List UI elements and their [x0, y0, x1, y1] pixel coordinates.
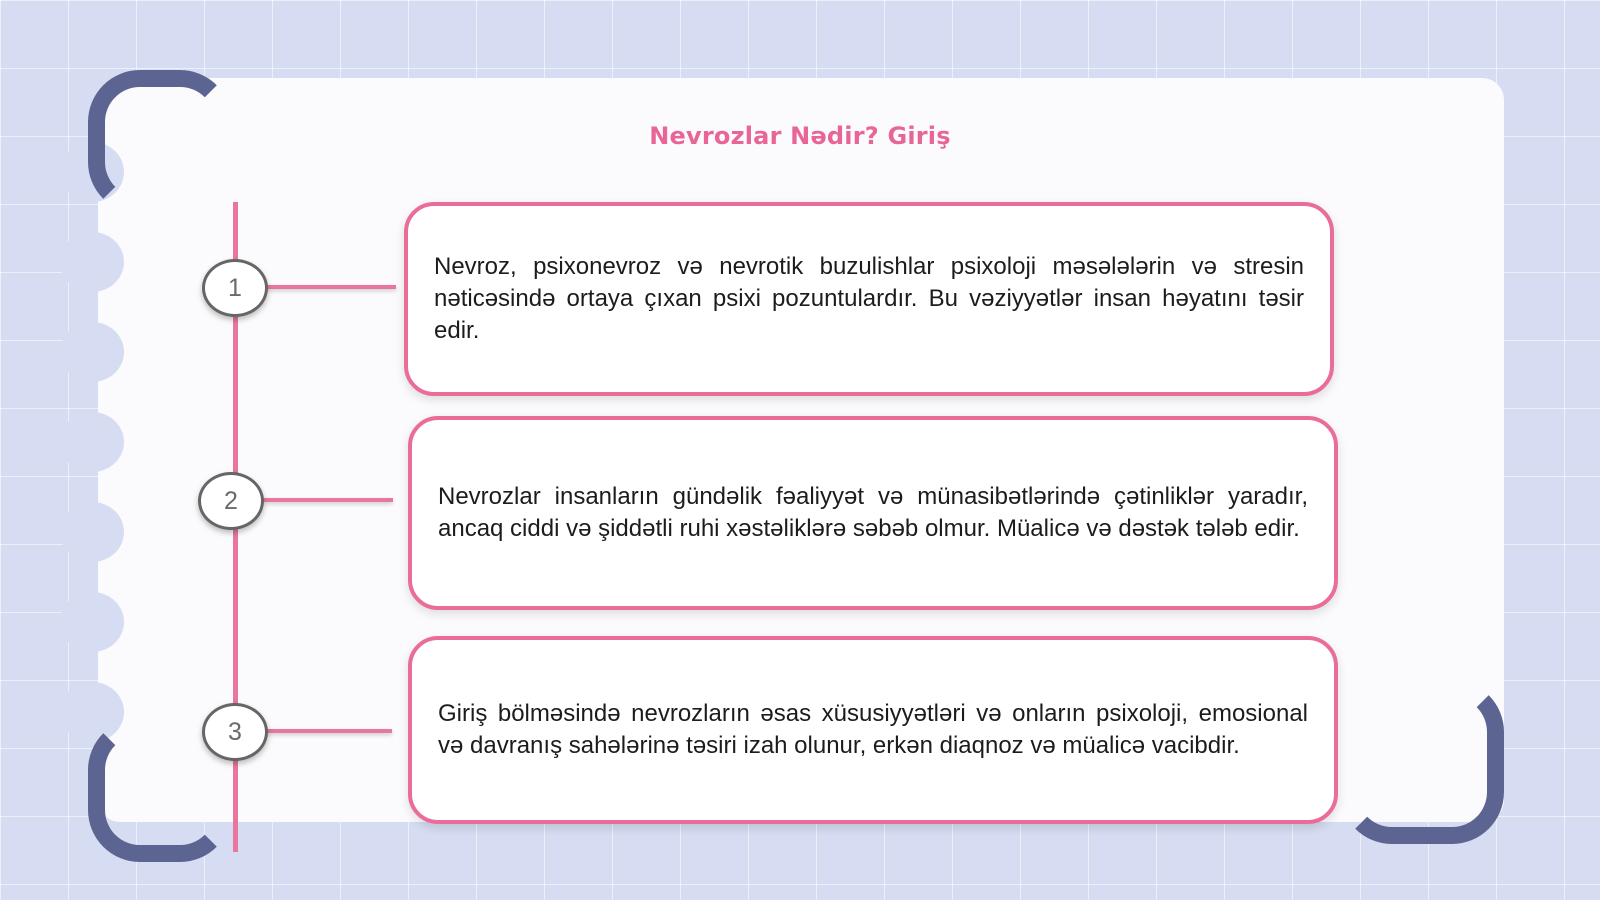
step-number-badge: 3 [202, 703, 268, 761]
slide-title: Nevrozlar Nədir? Giriş [649, 122, 951, 150]
timeline-connector [263, 498, 393, 502]
binder-hole [60, 232, 124, 292]
step-number-badge: 1 [202, 259, 268, 317]
timeline-card [408, 636, 1338, 824]
binder-hole [60, 322, 124, 382]
step-number-badge: 2 [198, 472, 264, 530]
timeline-connector [266, 729, 392, 733]
card-text: Nevroz, psixonevroz və nevrotik buzulishlar psixoloji məsələlərin və stresin nəticəsində ortaya çıxan psixi pozuntulardır. Bu vəziyyətlər insan həyatını təsir edir. [434, 253, 1304, 344]
frame-corner-bottom-right [1340, 680, 1504, 844]
timeline-card [408, 416, 1338, 610]
binder-hole [60, 592, 124, 652]
card-text: Nevrozlar insanların gündəlik fəaliyyət və münasibətlərində çətinliklər yaradır, ancaq ciddi və şiddətli ruhi xəstəliklərə səbəb olmur. Müalicə və dəstək tələb edir. [438, 483, 1308, 542]
binder-hole [60, 502, 124, 562]
card-text: Giriş bölməsində nevrozların əsas xüsusiyyətləri və onların psixoloji, emosional və davranış sahələrinə təsiri izah olunur, erkən diaqnoz və müalicə vacibdir. [438, 700, 1308, 759]
timeline-card [404, 202, 1334, 396]
timeline-connector [266, 285, 396, 289]
binder-hole [60, 412, 124, 472]
